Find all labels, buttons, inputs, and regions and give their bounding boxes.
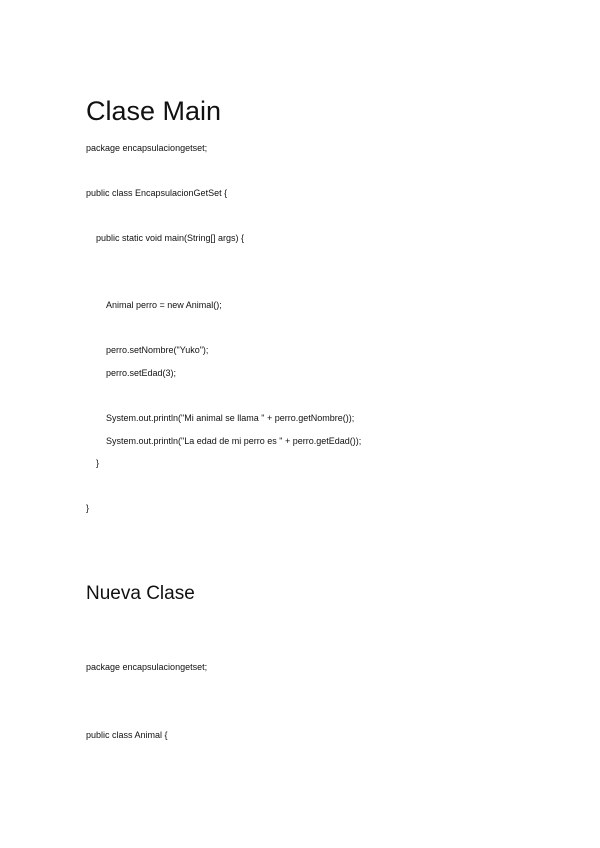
code-line: public class Animal { [86, 730, 168, 740]
code-line: Animal perro = new Animal(); [106, 300, 222, 310]
code-line: package encapsulaciongetset; [86, 143, 208, 153]
code-line: perro.setNombre("Yuko"); [106, 345, 209, 355]
code-line: public class EncapsulacionGetSet { [86, 188, 228, 198]
code-line: } [96, 458, 100, 468]
code-line: System.out.println("Mi animal se llama " + perro.getNombre()); [106, 413, 355, 423]
code-line: package encapsulaciongetset; [86, 662, 208, 672]
code-line: perro.setEdad(3); [106, 368, 177, 378]
code-line: } [86, 503, 90, 513]
code-line: System.out.println("La edad de mi perro es " + perro.getEdad()); [106, 436, 362, 446]
section-title-nueva-clase: Nueva Clase [86, 583, 195, 604]
code-line: public static void main(String[] args) { [96, 233, 245, 243]
section-title-clase-main: Clase Main [86, 96, 222, 126]
